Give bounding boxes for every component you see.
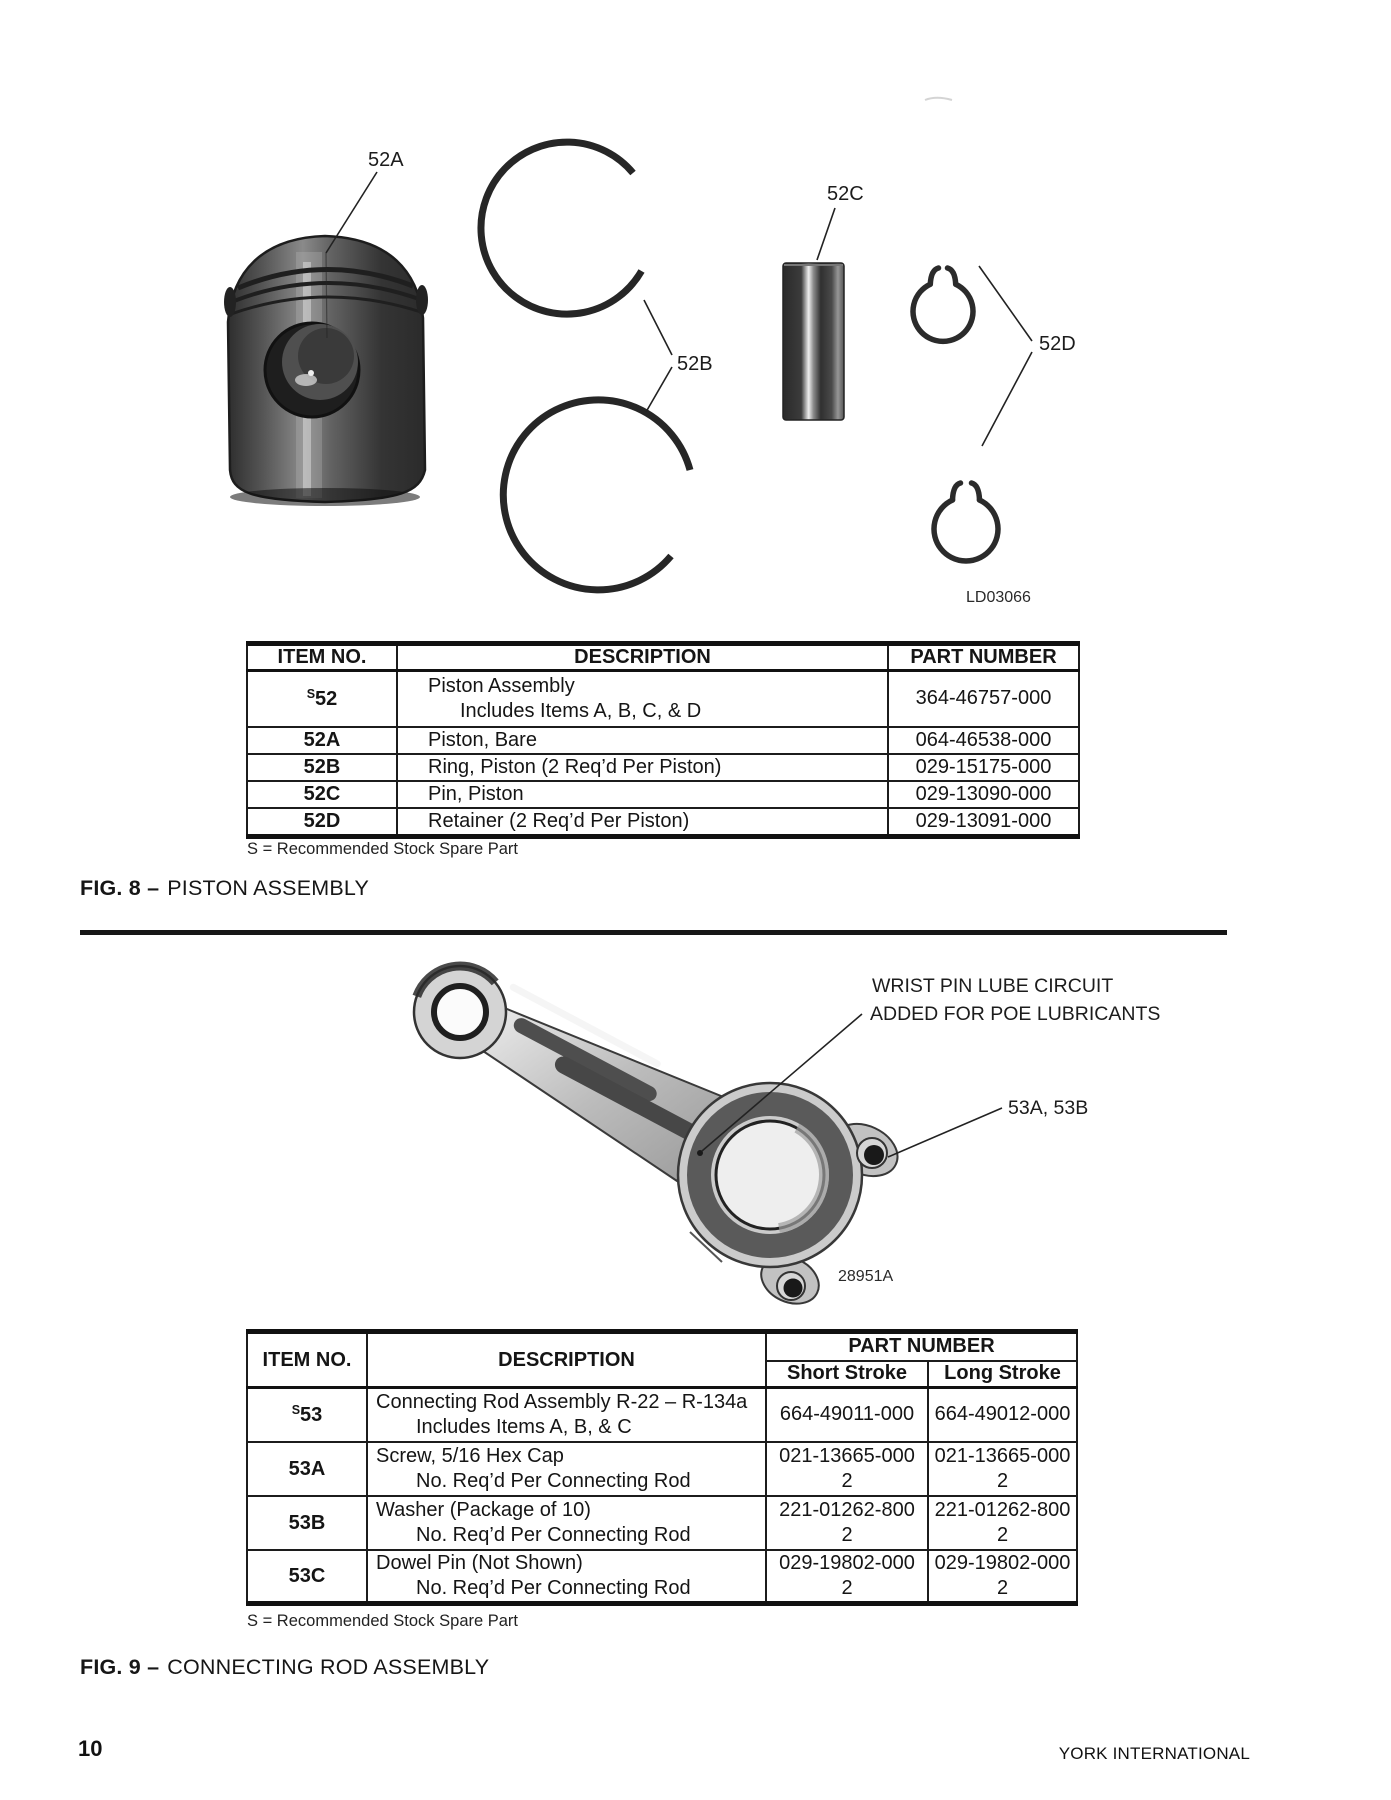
part-number-cell: 029-15175-000 (888, 754, 1079, 781)
piston-assembly-figure (0, 90, 1391, 620)
wrist-pin-note-line1: WRIST PIN LUBE CIRCUIT (872, 975, 1114, 997)
part-number-cell: 029-13091-000 (888, 808, 1079, 837)
part-number-long-cell: 664-49012-000 (928, 1388, 1077, 1442)
table-header-row (247, 1332, 1077, 1361)
label-52b: 52B (677, 353, 713, 375)
table-row (247, 1496, 1077, 1550)
wrist-pin-note-line2: ADDED FOR POE LUBRICANTS (870, 1003, 1161, 1025)
part-number-short-cell: 021-13665-000 2 (766, 1442, 928, 1496)
label-52d: 52D (1039, 333, 1076, 355)
part-number-short-cell: 221-01262-800 2 (766, 1496, 928, 1550)
piston-pin-illustration (783, 263, 844, 420)
item-cell: 53B (247, 1496, 367, 1550)
leader-line-52b-lower (646, 367, 672, 412)
column-header-description: DESCRIPTION (367, 1332, 766, 1388)
figure-8-caption-title: PISTON ASSEMBLY (167, 876, 370, 900)
table-row (247, 781, 1079, 808)
part-number-cell: 364-46757-000 (888, 671, 1079, 727)
screws-label: 53A, 53B (1008, 1097, 1089, 1119)
table-row (247, 1550, 1077, 1604)
column-header-item: ITEM NO. (247, 644, 397, 671)
leader-line-screws (888, 1108, 1002, 1157)
item-cell: $^S$53 (247, 1388, 367, 1442)
description-cell: Screw, 5/16 Hex Cap No. Req’d Per Connecting Rod (367, 1442, 766, 1496)
table-row (247, 671, 1079, 727)
item-cell: 53C (247, 1550, 367, 1604)
column-header-short-stroke: Short Stroke (766, 1361, 928, 1388)
figure-9-caption-title: CONNECTING ROD ASSEMBLY (167, 1655, 490, 1679)
column-header-long-stroke: Long Stroke (928, 1361, 1077, 1388)
description-cell: Washer (Package of 10) No. Req’d Per Connecting Rod (367, 1496, 766, 1550)
leader-line-52d-upper (979, 266, 1032, 341)
table-header-row (247, 644, 1079, 671)
description-cell: Piston Assembly Includes Items A, B, C, & D (397, 671, 888, 727)
table-row (247, 1388, 1077, 1442)
part-number-short-cell: 029-19802-000 2 (766, 1550, 928, 1604)
section-divider (80, 930, 1227, 935)
figure-9-caption-prefix: FIG. 9 – (80, 1655, 160, 1679)
table-row (247, 754, 1079, 781)
item-cell: 52C (247, 781, 397, 808)
leader-line-52b-upper (644, 300, 672, 355)
connecting-rod-figure (0, 940, 1391, 1320)
part-number-cell: 064-46538-000 (888, 727, 1079, 754)
item-cell: 52A (247, 727, 397, 754)
part-number-short-cell: 664-49011-000 (766, 1388, 928, 1442)
piston-ring-2 (503, 400, 690, 590)
figure1-drawing-code: LD03066 (966, 589, 1031, 606)
figure-9-caption (80, 1655, 489, 1680)
stock-spare-note: S = Recommended Stock Spare Part (247, 1612, 519, 1630)
column-header-description: DESCRIPTION (397, 644, 888, 671)
retainer-clip-1 (913, 268, 973, 341)
description-cell: Ring, Piston (2 Req’d Per Piston) (397, 754, 888, 781)
column-header-part-number: PART NUMBER (766, 1332, 1077, 1361)
item-cell: 52D (247, 808, 397, 837)
description-cell: Pin, Piston (397, 781, 888, 808)
page-number: 10 (78, 1736, 103, 1761)
connecting-rod-illustration (414, 966, 906, 1313)
item-cell: 52B (247, 754, 397, 781)
description-cell: Connecting Rod Assembly R-22 – R-134a Includes Items A, B, & C (367, 1388, 766, 1442)
label-52a: 52A (368, 149, 404, 171)
figure2-drawing-code: 28951A (838, 1268, 894, 1285)
figure-8-caption (80, 876, 369, 901)
table-row (247, 727, 1079, 754)
item-cell: $^S$52 (247, 671, 397, 727)
table-row (247, 808, 1079, 837)
part-number-cell: 029-13090-000 (888, 781, 1079, 808)
figure-8-caption-prefix: FIG. 8 – (80, 876, 160, 900)
item-cell: 53A (247, 1442, 367, 1496)
column-header-part-number: PART NUMBER (888, 644, 1079, 671)
leader-line-52c (817, 208, 835, 260)
label-52c: 52C (827, 183, 864, 205)
connecting-rod-parts-table (246, 1329, 1078, 1606)
description-cell: Piston, Bare (397, 727, 888, 754)
scan-artifact (925, 98, 952, 100)
leader-line-52d-lower (982, 352, 1032, 446)
retainer-clip-2 (934, 483, 998, 561)
stock-spare-note: S = Recommended Stock Spare Part (247, 840, 519, 858)
piston-ring-1 (481, 142, 642, 314)
table-row (247, 1442, 1077, 1496)
brand-name: YORK INTERNATIONAL (1058, 1744, 1250, 1763)
description-cell: Retainer (2 Req’d Per Piston) (397, 808, 888, 837)
part-number-long-cell: 021-13665-000 2 (928, 1442, 1077, 1496)
part-number-long-cell: 029-19802-000 2 (928, 1550, 1077, 1604)
part-number-long-cell: 221-01262-800 2 (928, 1496, 1077, 1550)
description-cell: Dowel Pin (Not Shown) No. Req’d Per Connecting Rod (367, 1550, 766, 1604)
column-header-item: ITEM NO. (247, 1332, 367, 1388)
piston-parts-table (246, 641, 1080, 839)
